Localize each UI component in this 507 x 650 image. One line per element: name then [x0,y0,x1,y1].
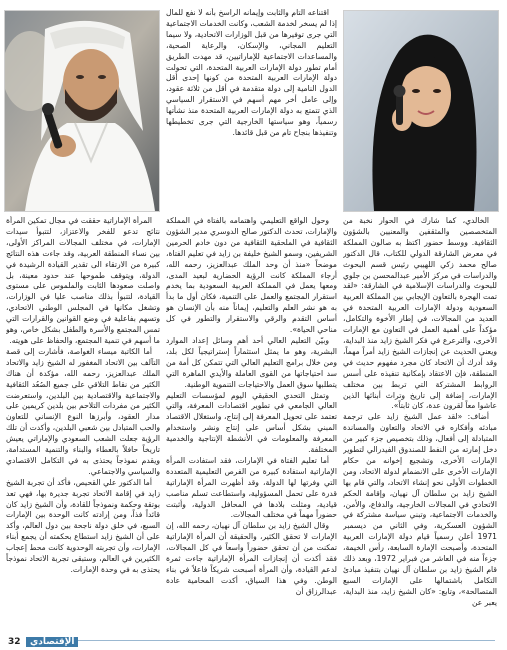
paragraph: الخالدي، كما شارك في الحوار نخبة من المتخصصين والمثقفين والمعنيين بالشؤون الثقافية. ووسط حضور اكتظ به صالون المملكة في معرض الشارقة الدولي للكتاب، قال الدكتور صالح محمد زكي اللهيبي رئيس قسم البحوث والدراسات في مركز الأمير عبدالمحسن بن جلوي للبحوث والدراسات الإسلامية في الشارقة: «لقد تمت الهجرة بالتعاون الإيجابي بين المملكة العربية السعودية ودولة الإمارات العربية المتحدة في العديد من المجالات، في إطار الأخوة والتكامل، مؤكداً على أهمية العمل في التعاون مع الإمارات الأخرى، والترعرع في فكر الشيخ زايد منذ البداية، ويعني الحديث عن إنجازات الشيخ زايد أمراً مهماً، وقد أدرك أن الاتحاد كان مجرد مفهوم حديث في المنطقة، فإن الاعتقاد بإمكانية تنفيذه على أسس الروابط المشتركة التي تربط بين مختلف الإمارات، إضافة إلى تاريخ وتراث أبنائها الذين عاشوا معاً لقرون عدة، كان ثابتاً». [343,216,497,411]
magazine-logo: الإقتصادي [26,637,78,647]
article-column-left [6,216,160,630]
paragraph: أضاف: «لقد عمل الشيخ زايد على ترجمة مبادئه وأفكاره في الاتحاد والتعاون والمساندة المتبادلة إلى أفعال، وذلك بتخصيص جزء كبير من دخل إمارته من النفط للصندوق الفيدرالي لتطوير الإمارات الأخرى، وتشجيع إخوانه من حكام الإمارات الأخرى على الانضمام لدولة الاتحاد، ومن الخطوات الأولى نحو إنشاء الاتحاد، والتي قام بها الشيخ زايد بن سلطان آل نهيان، وإقامة الحكم الاتحادي في المجالات الخارجية، والدفاع، والأمن، والخدمات الاجتماعية، وتبني سياسة مشتركة في الشؤون العسكرية، وفي الثاني من ديسمبر 1971 أعلن رسمياً قيام دولة الإمارات العربية المتحدة، وأصبحت الإمارة السابعة، رأس الخيمة، جزءاً منه في العاشر من فبراير 1972، وبعد ذلك قام الشيخ زايد بن سلطان آل نهيان بتنفيذ مبادئ التكامل باشتمالها على الإمارات السبع المتصالحة»، وتابع: «كان الشيخ زايد، منذ البداية، يعبر عن [343,412,497,607]
paragraph: وتمثل التحدي الحقيقي اليوم لمؤسسات التعليم العالي الجامعي في تطوير اقتصادات المعرفة، والتي تعتمد على تحويل المعرفة إلى إنتاج، واستغلال الاقتصاد المبني بشكل أساس على إنتاج ونشر واستخدام المعرفة والمعلومات في الأنشطة الإنتاجية والخدمية المختلفة. [166,390,337,455]
paragraph: أما تعليم الفتاة في الإمارات، فقد استفادت المرأة الإماراتية استفادة كبيرة من الفرص التعليمية المتعددة التي وفرتها لها الدولة، وقد أظهرت المرأة الإماراتية قدرة على تحمل المسؤولية، واستطاعت تسلم مناصب قيادية، ومثلت بلادها في المحافل الدولية، وأثبتت حضوراً مهماً في مختلف المجالات. [166,455,337,520]
paragraph: وحول الواقع التعليمي واهتمامه بالفتاة في المملكة والإمارات، تحدث الدكتور صالح الدوسري مدير الشؤون الثقافية في الملحقية الثقافية من دون خادم الحرمين الشريفين، وسمو الشيخ خليفة بن زايد في تعليم الفتاة، موضحاً «منذ أن وحد الملك عبدالعزيز، رحمه الله، أرجاء المملكة كانت الرؤية الحضارية لبعيد المدى، ومعها يعمل في المملكة العربية السعودية بما يخدم استقرار المجتمع والعمل على التنمية، فكان أول ما بدأ به هو نشر العلم والتعليم، إيماناً منه بأن الإنسان هو أساس التقدم والرقي والاستقرار والتطور في كل مناحي الحياة». [166,216,337,335]
article-column-top-middle [166,8,337,212]
speaker-photo-right [343,10,499,212]
page-footer [0,632,507,650]
man-speaker-image [5,11,159,211]
paragraph: اقتناعه التام والثابت وإيمانه الراسخ بأنه لا نفع للمال إذا لم يسخر لخدمة الشعب، وكانت الخدمات الاجتماعية التي جرى توفيرها من قبل الوزارات الاتحادية، ولا سيما التعليم المجاني، والإسكان، والرعاية الصحية، والمساعدات الاجتماعية للإماراتيين، قد مهدت الطريق أمام تطور دولة الإمارات العربية المتحدة، التي تحولت دولة الإمارات العربية المتحدة من كونها إحدى أقل الدول النامية إلى دولة متقدمة في أقل من ثلاثة عقود، وإلى عامل أخر مهم أسهم في الاستقرار السياسي الذي تتمتع به دولة الإمارات العربية المتحدة منذ نشأتها رسمياً، وهو سياستها الخارجية التي جرى تخطيطها وتنفيذها بنجاح تام من قبل قائدها. [166,8,337,137]
article-column-right [343,216,497,630]
paragraph: وبيّن التعليم العالي أحد أهم وسائل إعداد الموارد البشرية، وهو ما يمثل استثماراً إستراتيجياً لكل بلد، ومن خلال برامج التعليم العالي التي تتمكن كل أمة من سد احتياجاتها من القوى العاملة والأيدي الماهرة التي يتطلبها سوق العمل والاحتياجات التنموية الوطنية. [166,335,337,389]
footer-rule [62,640,495,641]
article-column-bottom-middle [166,216,337,630]
page-number: 32 [8,637,21,647]
speaker-photo-left [4,10,160,212]
paragraph: المرأة الإماراتية حققت في مجال تمكين المرأة نتائج تدعو للفخر والاعتزاز، لتتبوأ سيدات الإمارات، في مختلف المجالات المراكز الأولى، بين نساء المنطقة العربية، وقد جاءت هذه النتائج كبيرة من الارتقاء الى تقدير القيادة الرشيدة في الدولة، ويتوقف طموحها عند حدود معينة، بل واصلت صعودها الثابت والملموس على مستوى القيادة، لتتبوأ بذلك مناصب عليا في الوزارات، وتشغل مكانها في المجلس الوطني الاتحادي، وتسهم بفاعلية في وضع القوانين والقرارات التي تمس المجتمع والأسرة والطفل بشكل خاص، وهو ما أسهم في تنمية المجتمع، والحفاظ على هويته. [6,216,160,345]
paragraph: أما الدكتور علي القحيص، فأكد أن تجربة الشيخ زايد في إقامة الاتحاد تجربة جديرة بها، فهي تعد بوتقة وحكمة ونموذجاً للقادة، وأن الشيخ زايد كان قائداً فذاً، ومن إرادته كانت الوحدة بين الإمارات السبع، في خلق دولة ناجحة بين دول العالم، وأكد على أن الشيخ زايد استطاع بحكمته أن يجمع أبناء الإمارات، وأن تجربته الوحدوية كانت محط إعجاب الكثيرين في العالم، وستبقى تجربة الاتحاد نموذجاً يحتذى به في وحدة الإمارات. [6,477,160,574]
woman-speaker-image [344,11,498,211]
paragraph: وقال الشيخ زايد بن سلطان آل نهيان، رحمه الله، إن الإمارات لا تحقق الكثير، والحقيقة أن المرأة الإماراتية تمكنت من أن تحقق حضوراً واسعاً في كل المجالات، فقد أكدت أن إنجازات المرأة الإماراتية جاءت ثمرة لدعم القيادة، وأن المرأة أصبحت شريكاً فاعلاً في بناء الوطن. وفي هذا السياق، أكدت المحامية عادة عبدالرزاق أن [166,521,337,596]
paragraph: أما الكاتبة ميساء الغواصة، فأشارت إلى قصة التآلف بين الاتحاد المغفور له الشيخ زايد والاتحاد الملك عبدالعزيز، رحمه الله، مؤكدة أن هناك الكثير من نقاط التلاقي على جميع الصُعُد الثقافية والاجتماعية والاقتصادية بين البلدين، واستعرضت الكثير من مفردات التلاحم بين بلدين كريمين على مدار العقود، وأبرزها النوع الإنساني للتعاون والحب المتبادل بين شعبي البلدين، وأكدت أن تلك الرؤية جعلت الشعب السعودي والإماراتي يعيش تاريخاً حافلاً بالعطاء والبناء والتنمية المستدامة، ويقدم نموذجاً يحتذى به في التكامل الاقتصادي والسياسي والاجتماعي. [6,346,160,476]
